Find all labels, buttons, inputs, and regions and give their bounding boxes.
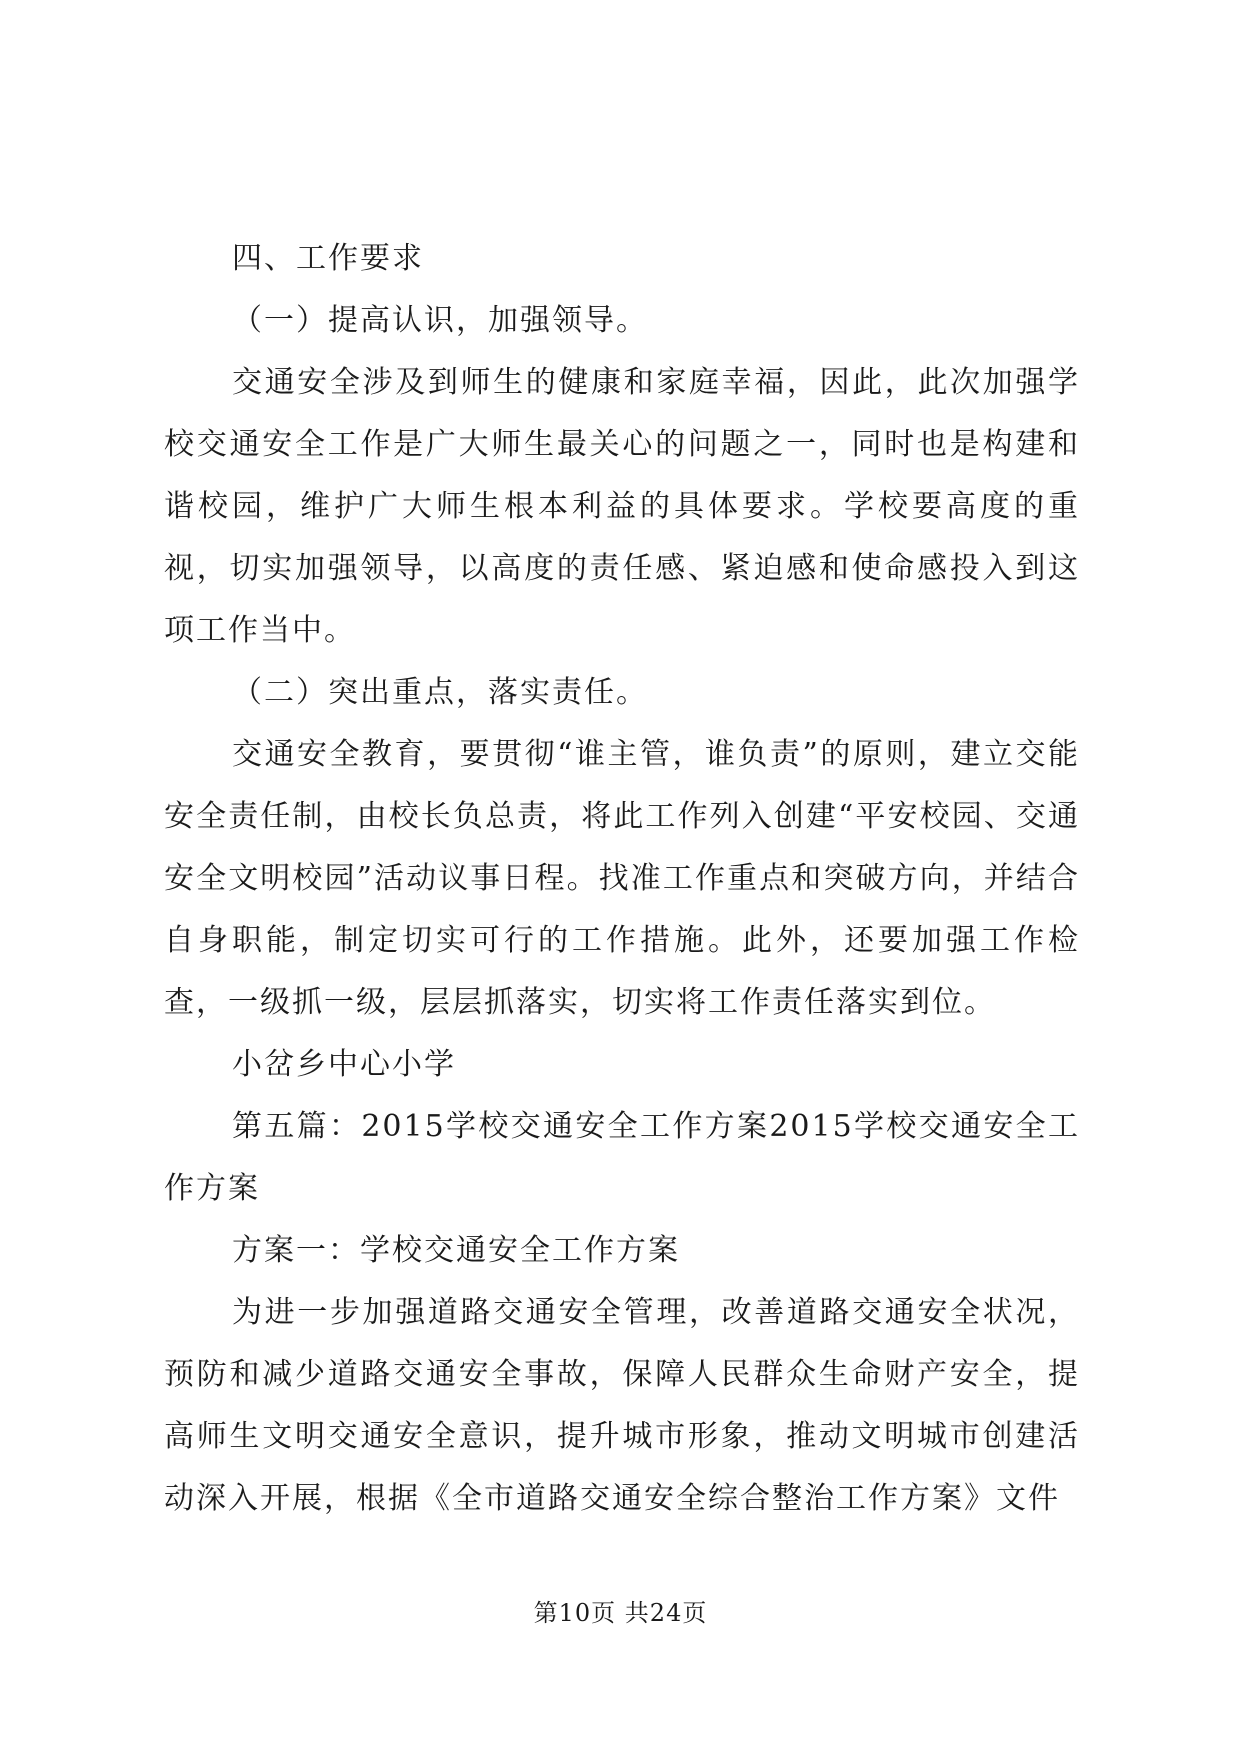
subheading-highlight-priorities: （二）突出重点，落实责任。	[232, 675, 648, 710]
school-name: 小岔乡中心小学	[232, 1047, 456, 1082]
chapter-title-part-five: 第五篇：2015学校交通安全工作方案2015学校交通安全工作方案	[164, 1109, 1080, 1206]
document-body	[164, 228, 1080, 1530]
section-heading-work-requirements: 四、工作要求	[232, 241, 424, 276]
page-number-indicator: 第10页 共24页	[533, 1599, 708, 1627]
subheading-raise-awareness: （一）提高认识，加强领导。	[232, 303, 648, 338]
plan-one-title: 方案一：学校交通安全工作方案	[232, 1233, 680, 1268]
paragraph-responsibility-system: 交通安全教育，要贯彻“谁主管，谁负责”的原则，建立交能安全责任制，由校长负总责，将此工作列入创建“平安校园、交通安全文明校园”活动议事日程。找准工作重点和突破方向，并结合自身职能，制定切实可行的工作措施。此外，还要加强工作检查，一级抓一级，层层抓落实，切实将工作责任落实到位。	[164, 737, 1080, 1020]
paragraph-traffic-safety-importance: 交通安全涉及到师生的健康和家庭幸福，因此，此次加强学校交通安全工作是广大师生最关心的问题之一，同时也是构建和谐校园，维护广大师生根本利益的具体要求。学校要高度的重视，切实加强领导，以高度的责任感、紧迫感和使命感投入到这项工作当中。	[164, 365, 1080, 648]
page-footer	[0, 1593, 1241, 1628]
paragraph-plan-one-intro: 为进一步加强道路交通安全管理，改善道路交通安全状况，预防和减少道路交通安全事故，保障人民群众生命财产安全，提高师生文明交通安全意识，提升城市形象，推动文明城市创建活动深入开展，根据《全市道路交通安全综合整治工作方案》文件	[164, 1295, 1080, 1516]
